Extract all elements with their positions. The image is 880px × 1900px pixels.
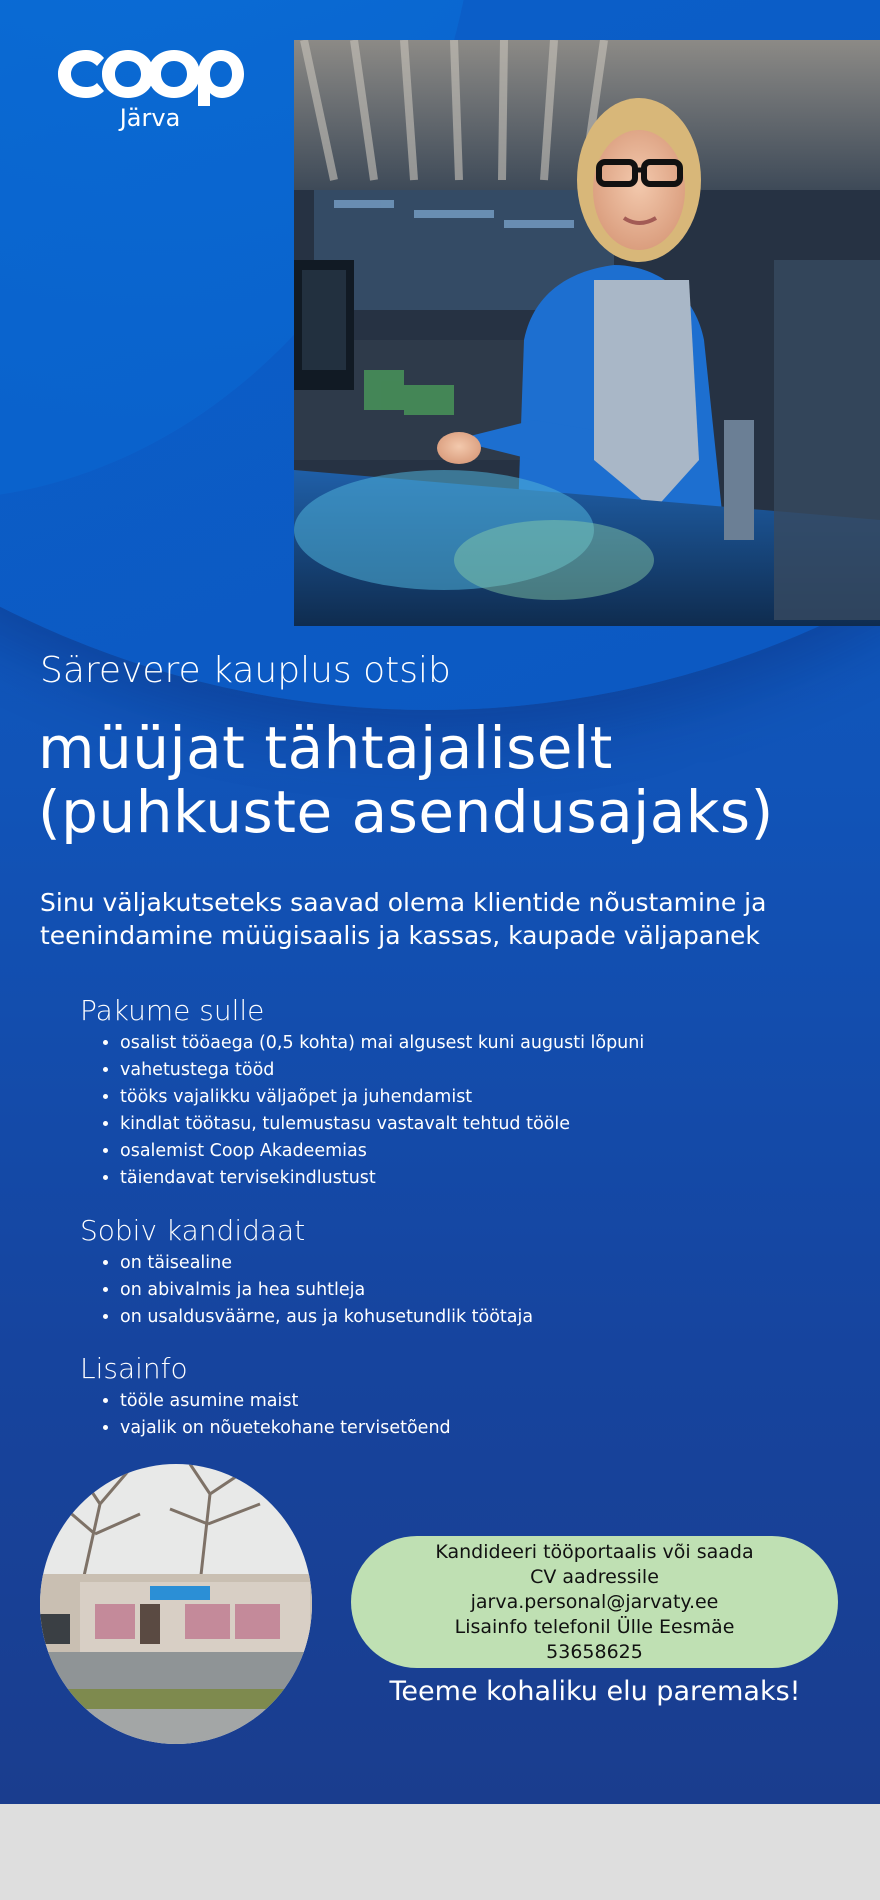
cta-line-1: Kandideeri tööportaalis või saada <box>435 1540 754 1563</box>
headline-lead: Särevere kauplus otsib <box>40 650 451 691</box>
tagline: Teeme kohaliku elu paremaks! <box>389 1676 801 1707</box>
list-item: • osalemist Coop Akadeemias <box>120 1138 644 1165</box>
list-item: • täiendavat tervisekindlustust <box>120 1165 644 1192</box>
list-item: • on täisealine <box>120 1250 533 1277</box>
page-title <box>38 716 858 844</box>
intro-line-2: teenindamine müügisaalis ja kassas, kaupade väljapanek <box>40 921 760 950</box>
section-title-extra: Lisainfo <box>80 1352 188 1385</box>
cta-email[interactable]: jarva.personal@jarvaty.ee <box>470 1590 719 1613</box>
list-item: • vajalik on nõuetekohane tervisetõend <box>120 1415 451 1442</box>
store-photo <box>40 1464 312 1744</box>
extra-list <box>100 1388 451 1442</box>
region-label: Järva <box>119 104 181 132</box>
list-item: • kindlat töötasu, tulemustasu vastavalt tehtud tööle <box>120 1111 644 1138</box>
cashier-photo <box>294 40 880 626</box>
title-line-2: (puhkuste asendusajaks) <box>38 778 774 846</box>
list-item: • on usaldusväärne, aus ja kohusetundlik töötaja <box>120 1304 533 1331</box>
cta-line-2: CV aadressile <box>530 1565 659 1588</box>
title-line-1: müüjat tähtajaliselt <box>38 714 613 782</box>
cta-line-4: Lisainfo telefonil Ülle Eesmäe <box>454 1615 735 1638</box>
intro-line-1: Sinu väljakutseteks saavad olema klientide nõustamine ja <box>40 888 767 917</box>
list-item: • osalist tööaega (0,5 kohta) mai algusest kuni augusti lõpuni <box>120 1030 644 1057</box>
section-title-candidate: Sobiv kandidaat <box>80 1214 306 1247</box>
list-item: • on abivalmis ja hea suhtleja <box>120 1277 533 1304</box>
section-title-offer: Pakume sulle <box>80 994 265 1027</box>
intro-text <box>40 886 850 952</box>
coop-logo <box>48 36 248 106</box>
list-item: • vahetustega tööd <box>120 1057 644 1084</box>
apply-info-box <box>351 1536 838 1668</box>
candidate-list <box>100 1250 533 1331</box>
offer-list <box>100 1030 644 1192</box>
list-item: • tööks vajalikku väljaõpet ja juhendamist <box>120 1084 644 1111</box>
list-item: • tööle asumine maist <box>120 1388 451 1415</box>
cta-phone[interactable]: 53658625 <box>546 1640 643 1663</box>
